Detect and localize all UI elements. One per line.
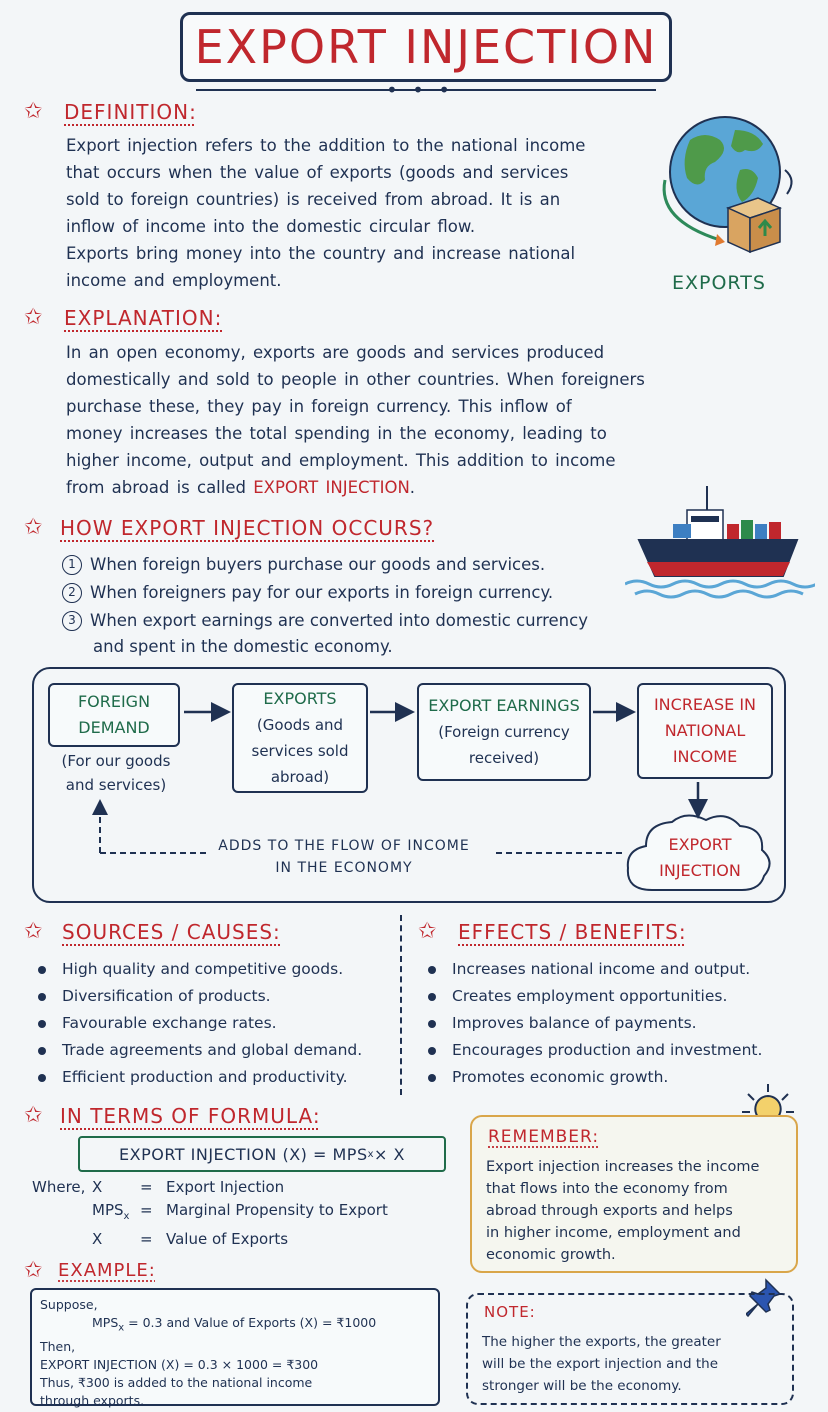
where-label: Where, [32, 1178, 86, 1196]
star-icon: ✩ [24, 515, 43, 540]
definition-line: sold to foreign countries) is received from abroad. It is an [66, 190, 561, 209]
remember-box [470, 1115, 798, 1273]
foreign-demand-caption: (For our goods and services) [61, 752, 171, 794]
list-item: Favourable exchange rates. [34, 1010, 394, 1037]
definition-line: inflow of income into the domestic circular flow. [66, 217, 476, 236]
list-item: Promotes economic growth. [424, 1064, 804, 1091]
sources-list [34, 956, 394, 1091]
explanation-line: domestically and sold to people in other countries. When foreigners [66, 370, 645, 389]
list-item: High quality and competitive goods. [34, 956, 394, 983]
box-icon [722, 192, 786, 258]
example-heading: EXAMPLE: [58, 1260, 156, 1281]
definition-text [66, 132, 646, 294]
how-occurs-heading: HOW EXPORT INJECTION OCCURS? [60, 516, 435, 540]
formula-legend [92, 1176, 432, 1251]
effects-heading: EFFECTS / BENEFITS: [458, 920, 687, 944]
legend-row: X = Export Injection [92, 1178, 285, 1196]
increase-income-box: INCREASE IN NATIONAL INCOME [637, 683, 773, 779]
list-item: Improves balance of payments. [424, 1010, 804, 1037]
explanation-line: higher income, output and employment. This addition to income [66, 451, 616, 470]
ship-icon [625, 480, 815, 610]
definition-line: income and employment. [66, 271, 282, 290]
list-item: 2 When foreigners pay for our exports in foreign currency. [62, 580, 642, 606]
export-injection-highlight: EXPORT INJECTION [253, 478, 410, 497]
legend-row: $MPS_x$ = Marginal Propensity to Export [92, 1201, 388, 1222]
list-item: Efficient production and productivity. [34, 1064, 394, 1091]
formula-heading: IN TERMS OF FORMULA: [60, 1104, 321, 1128]
exports-box: EXPORTS (Goods and services sold abroad) [232, 683, 368, 793]
explanation-line: from abroad is called EXPORT INJECTION. [66, 478, 416, 497]
list-item: 1 When foreign buyers purchase our goods and services. [62, 552, 642, 578]
explanation-line: purchase these, they pay in foreign currency. This inflow of [66, 397, 572, 416]
list-item: Encourages production and investment. [424, 1037, 804, 1064]
star-icon: ✩ [24, 305, 43, 330]
formula-box: EXPORT INJECTION (X) = MPS x × X [78, 1136, 446, 1172]
list-item: Diversification of products. [34, 983, 394, 1010]
remember-text: Export injection increases the income that flows into the economy from abroad through exports and helps in higher income, employment and economic growth. [486, 1159, 760, 1263]
exports-label: EXPORTS [672, 272, 766, 294]
explanation-line: In an open economy, exports are goods and services produced [66, 343, 605, 362]
sources-heading: SOURCES / CAUSES: [62, 920, 281, 944]
star-icon: ✩ [24, 99, 43, 124]
definition-line: Exports bring money into the country and increase national [66, 244, 576, 263]
how-occurs-list [62, 552, 642, 660]
export-injection-cloud: EXPORT INJECTION [659, 835, 741, 880]
star-icon: ✩ [24, 1258, 43, 1283]
page-title: EXPORT INJECTION [194, 20, 658, 74]
remember-title: REMEMBER: [488, 1127, 600, 1147]
export-earnings-box: EXPORT EARNINGS (Foreign currency received) [417, 683, 591, 781]
example-box [30, 1288, 440, 1406]
star-icon: ✩ [24, 1103, 43, 1128]
list-item-continuation: and spent in the domestic economy. [93, 637, 393, 656]
star-icon: ✩ [418, 919, 437, 944]
legend-row: X = Value of Exports [92, 1230, 289, 1248]
list-item: Creates employment opportunities. [424, 983, 804, 1010]
list-item: 3 When export earnings are converted into domestic currency [62, 608, 642, 634]
list-item: Trade agreements and global demand. [34, 1037, 394, 1064]
explanation-line: money increases the total spending in the economy, leading to [66, 424, 607, 443]
star-icon: ✩ [24, 919, 43, 944]
list-item: Increases national income and output. [424, 956, 804, 983]
definition-line: that occurs when the value of exports (goods and services [66, 163, 569, 182]
note-text: The higher the exports, the greater will be the export injection and the stronger will be the economy. [482, 1334, 721, 1394]
note-title: NOTE: [484, 1303, 536, 1321]
effects-list [424, 956, 804, 1091]
title-dots: • • • [386, 78, 455, 102]
note-box [466, 1293, 794, 1405]
definition-heading: DEFINITION: [64, 100, 197, 124]
example-text: Suppose, $MPS_x = 0.3$ and Value of Exports (X) = ₹1000 Then, EXPORT INJECTION (X) = 0.3 × 1000 = ₹300 Thus, ₹300 is added to the national income through exports. [40, 1297, 377, 1408]
explanation-heading: EXPLANATION: [64, 306, 223, 330]
flow-note: ADDS TO THE FLOW OF INCOME IN THE ECONOMY [218, 838, 470, 876]
column-divider [400, 915, 402, 1095]
foreign-demand-box: FOREIGN DEMAND [48, 683, 180, 747]
explanation-text [66, 339, 766, 501]
definition-line: Export injection refers to the addition to the national income [66, 136, 586, 155]
title-box [180, 12, 672, 82]
